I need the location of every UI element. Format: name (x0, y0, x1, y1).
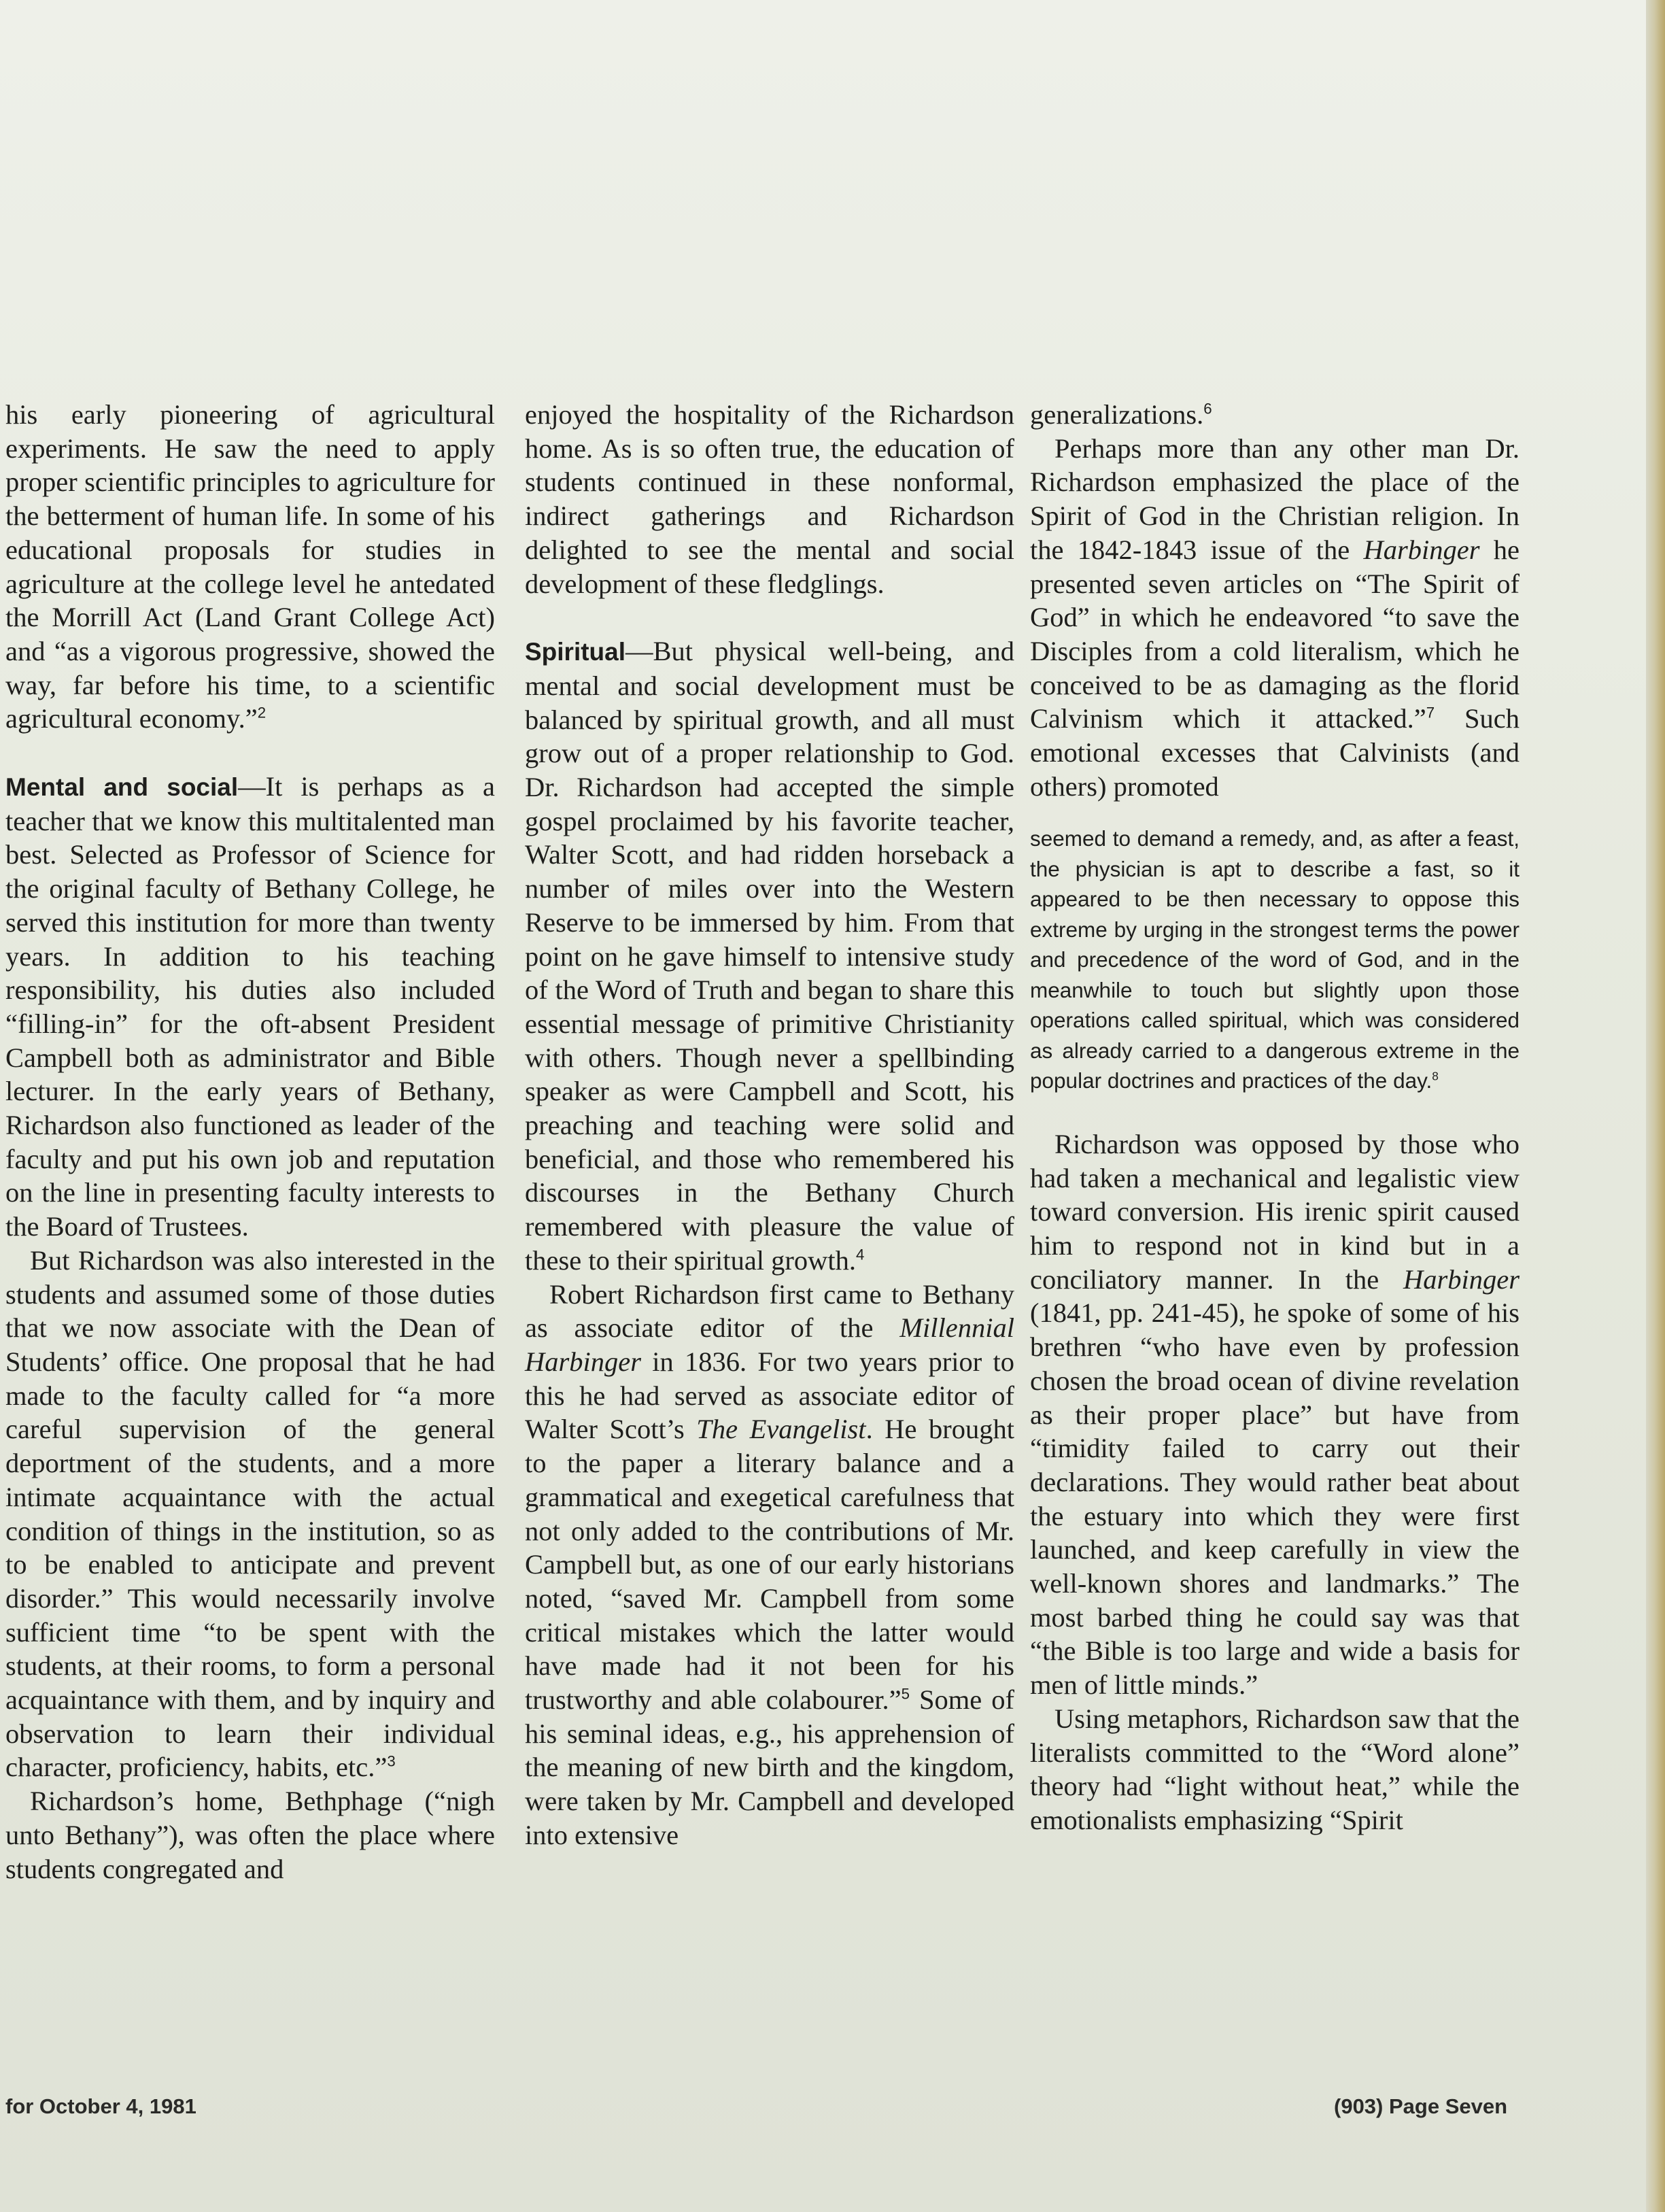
section-heading-mental-social: Mental and social (5, 773, 239, 802)
footnote-ref: 3 (387, 1752, 396, 1770)
footnote-ref: 2 (257, 704, 267, 721)
column-3 (1030, 398, 1520, 1837)
paragraph: Robert Richardson first came to Bethany as associate editor of the Millennial Harbinger in 1836. For two years prior to this he had served as associate editor of Walter Scott’s The Evangelist. He brought to the paper a literary balance and a grammatical and exegetical carefulness that not only added to the contributions of Mr. Campbell but, as one of our early historians noted, “saved Mr. Campbell from some critical mistakes which the latter would have made had it not been for his trustworthy and able colabourer.”$^5$ Some of his seminal ideas, e.g., his apprehension of the meaning of new birth and the kingdom, were taken by Mr. Campbell and developed into extensive (525, 1278, 1014, 1850)
column-2 (525, 398, 1014, 1852)
paragraph: enjoyed the hospitality of the Richardson home. As is so often true, the education of students continued in these nonformal, indirect gatherings and Richardson delighted to see the mental and social development of these fledglings. (525, 399, 1014, 599)
paragraph: Mental and social—It is perhaps as a teacher that we know this multitalented man best. Selected as Professor of Science for the original faculty of Bethany College, he served this institution for more than twenty years. In addition to his teaching responsibility, his duties also included “filling-in” for the oft-absent President Campbell both as administrator and Bible lecturer. In the early years of Bethany, Richardson also functioned as leader of the faculty and put his own job and reputation on the line in presenting faculty interests to the Board of Trustees. (5, 771, 495, 1242)
page-edge (1646, 0, 1665, 2212)
paragraph: But Richardson was also interested in the students and assumed some of those duties that we now associate with the Dean of Students’ office. One proposal that he had made to the faculty called for “a more careful supervision of the general deportment of the students, and a more intimate acquaintance with the actual condition of things in the institution, so as to be enabled to anticipate and prevent disorder.” This would necessarily involve sufficient time “to be spent with the students, at their rooms, to form a personal acquaintance with them, and by inquiry and observation to learn their individual character, proficiency, habits, etc.”$^3$ (5, 1244, 495, 1783)
footnote-ref: 8 (1432, 1069, 1439, 1083)
footnote-ref: 4 (856, 1246, 865, 1263)
paragraph: Richardson was opposed by those who had taken a mechanical and legalistic view toward conversion. His irenic spirit caused him to respond not in kind but in a conciliatory manner. In the Harbinger (1841, pp. 241-45), he spoke of some of his brethren “who have even by profession chosen the broad ocean of divine revelation as their proper place” but have from “timidity failed to carry out their declarations. They would rather beat about the estuary into which they were first launched, and keep carefully in view the well-known shores and landmarks.” The most barbed thing he could say was that “the Bible is too large and wide a basis for men of little minds.” (1030, 1128, 1520, 1701)
footnote-ref: 7 (1426, 704, 1435, 721)
paragraph: Perhaps more than any other man Dr. Richardson emphasized the place of the Spirit of God in the Christian religion. In the 1842-1843 issue of the Harbinger he presented seven articles on “The Spirit of God” in which he endeavored “to save the Disciples from a cold literalism, which he conceived to be as damaging as the florid Calvinism which it attacked.”$^7$ Such emotional excesses that Calvinists (and others) promoted (1030, 432, 1520, 802)
publication-title: Harbinger (1403, 1263, 1520, 1295)
paragraph: Richardson’s home, Bethphage (“nigh unto Bethany”), was often the place where students congregated and (5, 1786, 495, 1884)
paragraph: Spiritual—But physical well-being, and mental and social development must be balanced by spiritual growth, and all must grow out of a proper relationship to God. Dr. Richardson had accepted the simple gospel proclaimed by his favorite teacher, Walter Scott, and had ridden horseback a number of miles over into the Western Reserve to be immersed by him. From that point on he gave himself to intensive study of the Word of Truth and began to share this essential message of primitive Christianity with others. Though never a spellbinding speaker as were Campbell and Scott, his preaching and teaching were solid and beneficial, and those who remembered his discourses in the Bethany Church remembered with pleasure the value of these to their spiritual growth.$^4$ (525, 636, 1014, 1276)
publication-title: The Evangelist (696, 1414, 866, 1445)
paragraph: generalizations.$^6$ (1030, 399, 1212, 430)
paragraph: Using metaphors, Richardson saw that the literalists committed to the “Word alone” theory had “light without heat,” while the emotionalists emphasizing “Spirit (1030, 1703, 1520, 1835)
footer-page-number: (903) Page Seven (1334, 2094, 1508, 2118)
footnote-ref: 6 (1203, 400, 1212, 418)
paragraph: his early pioneering of agricultural experiments. He saw the need to apply proper scientific principles to agriculture for the betterment of human life. In some of his educational proposals for studies in agriculture at the college level he antedated the Morrill Act (Land Grant College Act) and “as a vigorous progressive, showed the way, far before his time, to a scientific agricultural economy.”$^2$ (5, 399, 495, 734)
block-quote: seemed to demand a remedy, and, as after a feast, the physician is apt to describe a fast, so it appeared to be then necessary to oppose this extreme by urging in the strongest terms the power and precedence of the word of God, and in the meanwhile to touch but slightly upon those operations called spiritual, which was considered as already carried to a dangerous extreme in the popular doctrines and practices of the day.$^8$ (1030, 826, 1520, 1093)
publication-title: Millennial Harbinger (525, 1312, 1014, 1377)
section-heading-spiritual: Spiritual (525, 638, 626, 666)
publication-title: Harbinger (1363, 534, 1480, 565)
footnote-ref: 5 (901, 1685, 910, 1703)
footer-date: for October 4, 1981 (5, 2094, 196, 2118)
column-1 (5, 398, 495, 1886)
